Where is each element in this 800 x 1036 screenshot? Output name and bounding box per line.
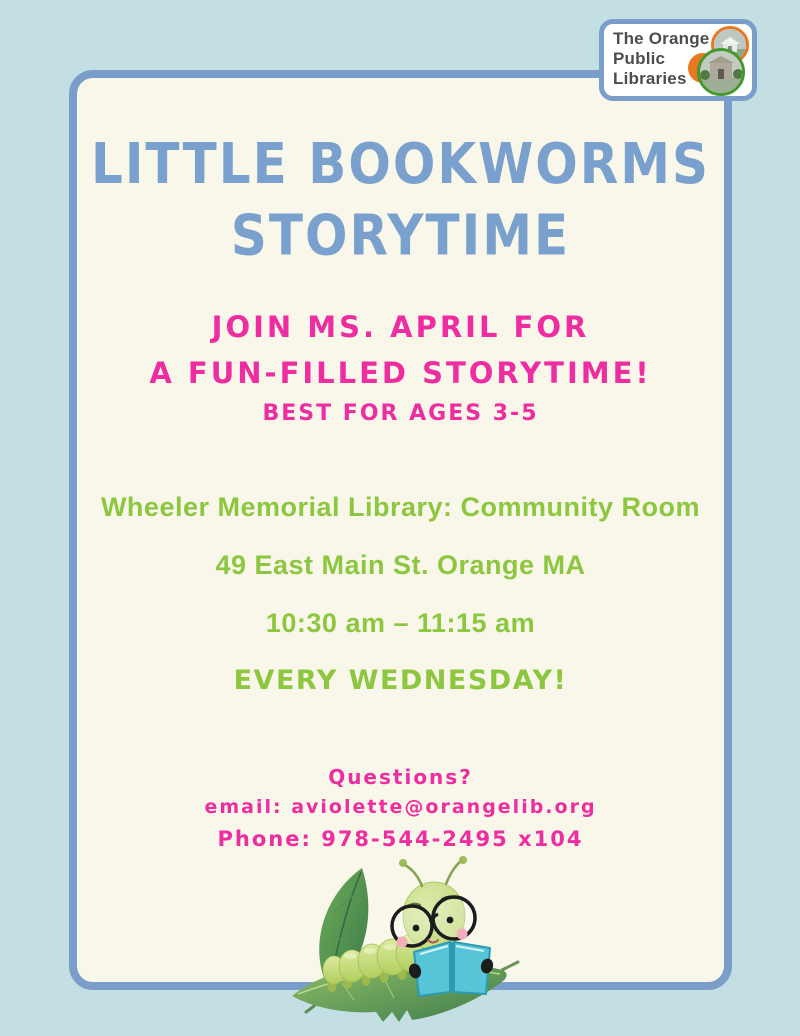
library-photo-icon xyxy=(697,48,745,96)
contact-email: email: aviolette@orangelib.org xyxy=(204,796,597,818)
details-block xyxy=(77,478,724,710)
contact-phone: Phone: 978-544-2495 x104 xyxy=(217,827,584,851)
address-line: 49 East Main St. Orange MA xyxy=(215,550,586,580)
contact-block xyxy=(77,762,724,856)
logo-text-line2: Public xyxy=(613,49,666,68)
intro-block xyxy=(77,304,724,432)
logo-text-line1: The Orange xyxy=(613,29,710,48)
location-line: Wheeler Memorial Library: Community Room xyxy=(100,492,701,522)
book-icon xyxy=(414,942,490,996)
intro-line1: JOIN MS. APRIL FOR xyxy=(211,310,590,344)
title-line1: LITTLE BOOKWORMS xyxy=(90,131,711,197)
schedule-line: EVERY WEDNESDAY! xyxy=(233,665,568,696)
flyer-title xyxy=(77,128,724,271)
contact-heading: Questions? xyxy=(328,765,473,789)
intro-ages: BEST FOR AGES 3-5 xyxy=(262,401,539,426)
library-logo xyxy=(599,19,757,101)
intro-line2: A FUN-FILLED STORYTIME! xyxy=(149,356,652,390)
title-line2: STORYTIME xyxy=(230,203,571,268)
logo-text-line3: Libraries xyxy=(613,69,687,88)
bookworm-illustration xyxy=(262,850,534,1036)
time-line: 10:30 am – 11:15 am xyxy=(265,608,536,638)
flyer-content xyxy=(77,78,724,856)
